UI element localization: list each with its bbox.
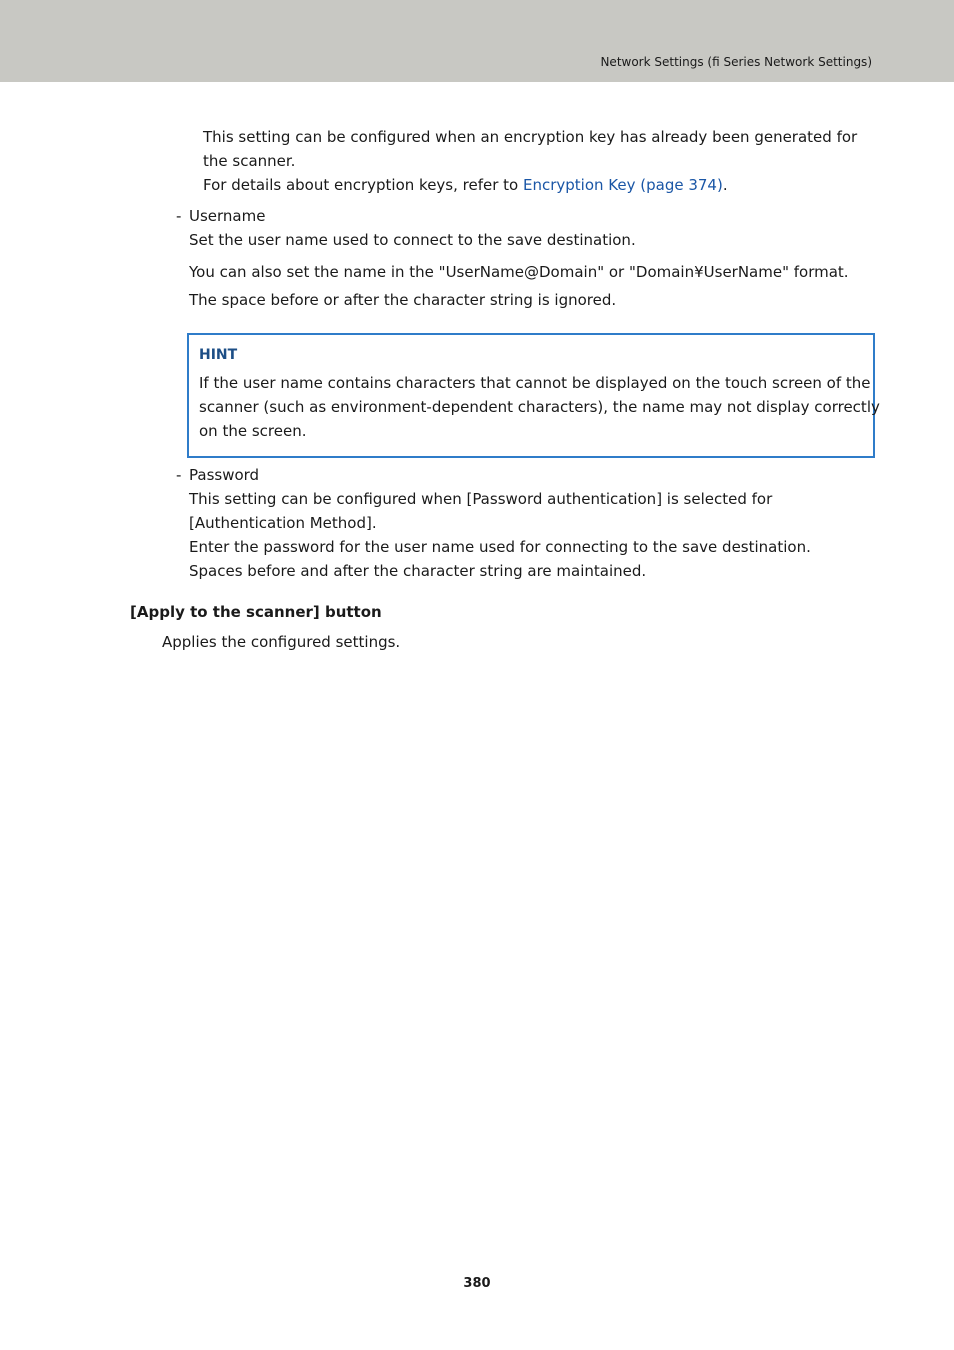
hint-text-3: on the screen.	[199, 422, 307, 440]
hint-text-1: If the user name contains characters that cannot be displayed on the touch screen of the	[199, 374, 871, 392]
password-desc-2: [Authentication Method].	[189, 514, 377, 532]
username-bullet: -	[176, 207, 182, 225]
password-label: Password	[189, 466, 260, 484]
username-desc-3: The space before or after the character string is ignored.	[189, 291, 617, 309]
encryption-text-1: This setting can be configured when an encryption key has already been generated for	[203, 128, 858, 146]
username-desc-1: Set the user name used to connect to the save destination.	[189, 231, 636, 249]
encryption-text-3	[203, 173, 728, 197]
apply-button-desc: Applies the configured settings.	[162, 633, 401, 651]
password-desc-3: Enter the password for the user name used for connecting to the save destination.	[189, 538, 811, 556]
encryption-ref-prefix: For details about encryption keys, refer to	[203, 176, 523, 194]
password-desc-4: Spaces before and after the character string are maintained.	[189, 562, 647, 580]
apply-button-heading: [Apply to the scanner] button	[130, 603, 382, 621]
hint-box	[187, 333, 880, 458]
encryption-ref-suffix: .	[722, 176, 728, 194]
hint-text-2: scanner (such as environment-dependent characters), the name may not display correctly	[199, 398, 880, 416]
username-label: Username	[189, 207, 266, 225]
username-desc-2: You can also set the name in the "UserName@Domain" or "Domain¥UserName" format.	[189, 263, 849, 281]
page-header	[0, 0, 954, 82]
encryption-key-link[interactable]: Encryption Key (page 374)	[523, 176, 723, 194]
page-number: 380	[463, 1276, 491, 1291]
password-bullet: -	[176, 466, 182, 484]
password-desc-1: This setting can be configured when [Password authentication] is selected for	[189, 490, 773, 508]
encryption-text-2: the scanner.	[203, 152, 296, 170]
hint-title: HINT	[199, 347, 238, 363]
header-title: Network Settings (fi Series Network Settings)	[600, 55, 872, 69]
